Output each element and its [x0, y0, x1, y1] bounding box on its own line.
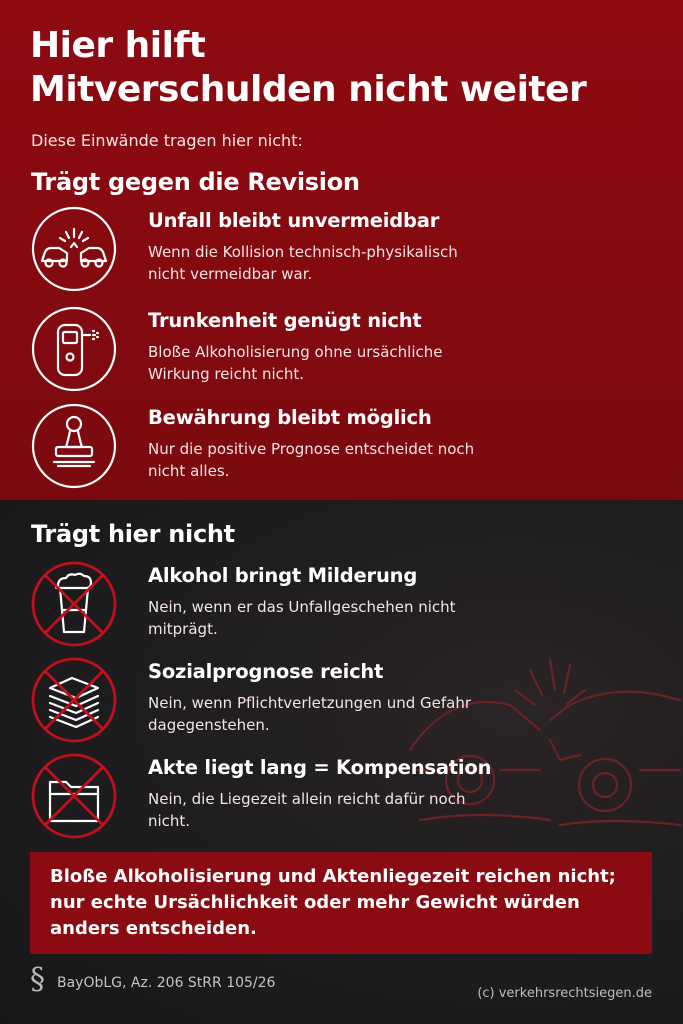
- item-text: Bloße Alkoholisierung ohne ursächliche Wirkung reicht nicht.: [148, 343, 443, 383]
- title-line-1: Hier hilft: [30, 25, 206, 66]
- stamp-icon: [30, 402, 118, 490]
- item-title: Akte liegt lang = Kompensation: [148, 756, 492, 779]
- paragraph-icon: §: [30, 962, 45, 997]
- crossed-beer-icon: [30, 560, 118, 648]
- list-item-akte: [0, 752, 683, 848]
- crossed-papers-icon: [30, 656, 118, 744]
- section-heading-nicht: Trägt hier nicht: [31, 520, 235, 548]
- item-text: Nur die positive Prognose entscheidet noch nicht alles.: [148, 440, 475, 480]
- page-title: [30, 24, 586, 112]
- section-heading-revision: Trägt gegen die Revision: [31, 168, 360, 196]
- list-item-sozialprognose: [0, 656, 683, 752]
- item-text: Nein, wenn er das Unfallgeschehen nicht mitprägt.: [148, 598, 456, 638]
- court-citation: BayObLG, Az. 206 StRR 105/26: [57, 975, 276, 991]
- item-title: Bewährung bleibt möglich: [148, 406, 432, 429]
- crossed-folder-icon: [30, 752, 118, 840]
- item-title: Trunkenheit genügt nicht: [148, 309, 422, 332]
- item-text: Nein, die Liegezeit allein reicht dafür noch nicht.: [148, 790, 466, 830]
- list-item-trunkenheit: [0, 305, 683, 401]
- list-item-unfall: [0, 205, 683, 301]
- copyright-notice: (c) verkehrsrechtsiegen.de: [477, 986, 652, 1001]
- item-text: Nein, wenn Pflichtverletzungen und Gefahr dagegenstehen.: [148, 694, 471, 734]
- list-item-alkohol: [0, 560, 683, 656]
- breathalyzer-icon: [30, 305, 118, 393]
- title-line-2: Mitverschulden nicht weiter: [30, 69, 587, 110]
- subtitle: Diese Einwände tragen hier nicht:: [31, 131, 303, 150]
- car-crash-icon: [30, 205, 118, 293]
- item-title: Unfall bleibt unvermeidbar: [148, 209, 440, 232]
- item-text: Wenn die Kollision technisch-physikalisch nicht vermeidbar war.: [148, 243, 458, 283]
- item-title: Alkohol bringt Milderung: [148, 564, 418, 587]
- conclusion-banner: [30, 852, 652, 954]
- list-item-bewaehrung: [0, 402, 683, 498]
- banner-text: Bloße Alkoholisierung und Aktenliegezeit reichen nicht; nur echte Ursächlichkeit oder mehr Gewicht würden anders entscheiden.: [50, 866, 616, 939]
- item-title: Sozialprognose reicht: [148, 660, 384, 683]
